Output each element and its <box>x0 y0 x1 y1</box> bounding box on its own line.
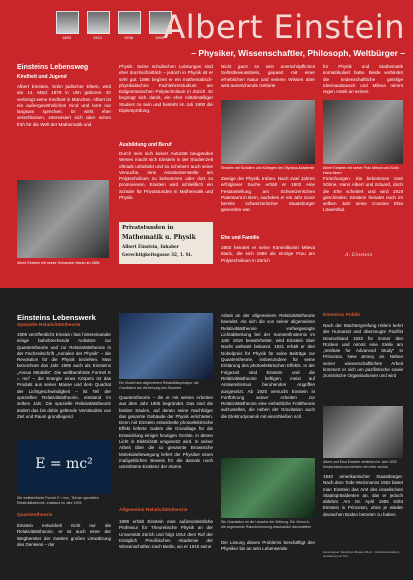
photo-family <box>323 100 403 164</box>
newspaper-ad <box>119 222 213 264</box>
subheading-relativitaet: Spezielle Relativitätstheorie <box>17 323 81 328</box>
text-mileva: für Physik und Mathematik immatrikuliert hatte. Beide verbindet die leidenschaftliche geistige Ideenaustausch und Mileva nimmt regen Anteil an seinen <box>323 64 403 95</box>
photo-caption: Einstein mit Schülern und Kollegen der Olympia-Akademie <box>221 166 315 170</box>
signature: A. Einstein <box>345 252 373 258</box>
photo-caption: Albert Einstein mit seiner Frau Mileva und Sohn Hans Albert <box>323 166 399 175</box>
text-ehe: 1903 heiratet er seine Kommilitonin Mileva Maric, die sich 1896 als einzige Frau am Polytechnikum in Zürich <box>221 245 315 263</box>
photo-caption: Albert Einstein mit seiner Schwester Maria um 1884 <box>17 261 100 265</box>
photo-emigration <box>323 406 403 458</box>
photo-relativity-model <box>119 313 213 379</box>
text-familie: Forschungen. Sie bekommen zwei Söhne, Hans Albert und Eduard, doch die Ehe scheitert und wird 1919 geschieden. Einstein heiratet noch im selben Jahr seine Cousine Elsa Löwenthal. <box>323 176 403 213</box>
text-relativitaet: 1905 veröffentlicht Einstein fast hintereinander einige bahnbrechende Aufsätze zur Quantentheorie und zur Relativitätstheorie in der Fachzeitschrift „Annalen der Physik“ – die Revolution für die Physik beziehen. Man bezeichnet das Jahr 1905 auch als Einsteins „Annus Mirabilis“. Die weltberühmte Formel E = mc² – die Energie eines Körpers ist das Produkt aus seiner Masse und dem Quadrat der Lichtgeschwindigkeit – ist Teil der speziellen Relativitätstheorie, entstand im selben Jahr. Die spezielle Relativitätstheorie ändert das bis dahin geltende Verständnis von Zeit und Raum grundlegend. <box>17 332 111 419</box>
text-allgemein: 1909 erhält Einstein eine außerordentliche Professur für Theoretische Physik an der Universität Zürich und folgt 1914 dem Ruf der Königlich Preußischen Akademie der Wissenschaften nach Berlin, wo er 1915 seine <box>119 519 213 550</box>
text-quanten: Einstein entwickelt nicht nur die Relativitätstheorie, er ist auch einer der Wegbereiter der zweiten großen Umwälzung des Denkens – der <box>17 523 111 547</box>
poster-title: Albert Einstein <box>163 8 405 46</box>
portrait-year: 1912 <box>93 35 102 40</box>
poster-subtitle: – Physiker, Wissenschaftler, Philosoph, Weltbürger – <box>191 48 405 58</box>
lebensweg-panel <box>0 0 413 288</box>
newspaper-line: Gerechtigkeitsgasse 32, 1. St. <box>122 252 193 257</box>
photo-caption: Ein Modell des allgemeinen Relativitätsprinzips: die Gravitation als Verformung des Raumes <box>119 381 199 390</box>
formula-text: E = mc² <box>35 456 93 472</box>
subheading-ausbildung: Ausbildung und Beruf <box>119 142 172 148</box>
photo-caption: Die weltberühmte Formel E = mc², Teil der speziellen Relativitätstheorie, entstand im Jahr 1905 <box>17 496 99 505</box>
text-exil: Nach der Machtergreifung Hitlers kehrt der Humanist und überzeugte Pazifist Deutschland 1933 für immer den Rücken und nimmt eine Stelle am „Institute for Advanced Study“ in Princeton, New Jersey, an. Neben seiner wissenschaftlichen Arbeit kümmert er sich um pazifistische sowie zionistische Organisationen und wird <box>323 323 403 379</box>
subheading-allgemein: Allgemeine Relativitätstheorie <box>119 508 188 513</box>
text-selbstbewusstsein: Nicht ganz so sein unerschöpfliches Selbstbewusstsein, gepaart mit einer erheblichen Natur und seinem Wissen über weit ausreichende Gebiete <box>221 64 315 88</box>
text-kindheit: Albert Einstein, Sohn jüdischer Eltern, wird am 14. März 1879 in Ulm geboren. Er verbringt seine Kindheit in München. Albert ist ein außergewöhnliches Kind und lernt nur langsam sprechen. Er wirkt eher verschlossen, interessiert sich aber schon früh für die Welt der Mathematik und <box>17 84 111 127</box>
newspaper-line: Mathematik u. Physik <box>122 234 196 241</box>
portrait-year: 1955 <box>155 35 164 40</box>
formula-board <box>17 440 111 494</box>
text-feldtheorie: Die Lösung dieses Problems beschäftigt den Physiker bis an sein Lebensende. <box>221 540 315 552</box>
subheading-ehe: Ehe und Familie <box>221 235 260 241</box>
text-staatsbuerger: 1940 amerikanischer Staatsbürger. Nach dem Tode Weizmanns 1952 bietet man Einstein das Amt des israelischen Staatspräsidenten an, das er jedoch ablehnt. Am 18. April 1955 stirbt Einstein in Princeton, ohne je wieder deutschen Boden betreten zu haben. <box>323 474 403 517</box>
photo-raumkruemmung <box>221 458 315 518</box>
newspaper-line: Albert Einstein, Inhaber <box>122 244 179 249</box>
text-schule: Physik. Seine schulischen Leistungen sind eher durchschnittlich – jedoch in Physik ist er sehr gut. 1896 beginnt er ein mathematisch-physikalisches Fachlehrerstudium am Eidgenössischen Polytechnikum in Zürich. Er begnügt sich damit, ein eher mittelmäßiger Student zu sein und besteht im Juli 1900 die Diplomprüfung. <box>119 64 213 114</box>
section-heading: Einsteins Lebensweg <box>17 64 89 71</box>
photo-childhood <box>17 180 109 258</box>
text-quanten-fortsetzung: Quantentheorie – die er mit seinen Arbeiten aus dem Jahr 1905 begründet. Das sind die beiden Säulen, auf denen seine Nachfolger das gesamte Gebäude der Physik errichteten. Denn mit Einstein entwickelte photoelektrische Effekt lieferte zudem die Grundlage für die Entwicklung einiger heutigen Geräte, in denen Licht in Elektrizität umgesetzt wird. In seiner Arbeit über die so genannte Brownsche Molekularbewegung liefert der Physiker einen maßgeblichen Beweis für die damals noch umstrittene Existenz der Atome. <box>119 395 213 470</box>
text-nobelpreis: Arbeit an der allgemeinen Relativitätstheorie beendet. Als sich die von seiner allgemeinen Relativitätstheorie vorhergesagte Lichtablenkung bei der Sonnenfinsternis im Jahr 1919 bewahrheitet, wird Einstein über Nacht weltweit bekannt. 1921 erhält er den Nobelpreis für Physik für seine Beiträge zur Quantentheorie, insbesondere für seine Erklärung des photoelektrischen Effekts. In der Folgezeit sind Einstein und die Relativitätstheorie heftigen, meist auf Antisemitismus beruhenden Angriffen ausgesetzt. Ab 1920 versucht Einstein in Fortführung seiner Arbeiten zur Relativitätstheorie eine einheitliche Feldtheorie aufzustellen, die neben der Gravitation auch die Elektrodynamik mit einschließen soll. <box>221 313 315 419</box>
newspaper-line: Privatstunden in <box>122 225 174 231</box>
photo-olympia <box>221 100 315 164</box>
text-ausbildung: Durch sein sich keiner Autorität beugendes Wesen macht sich Einstein in der Studienzeit oftmals unbeliebt und so scheitern auch seine Versuche, eine Assistentenstelle am Polytechnikum zu bekommen oder dort zu promovieren. Einstein wird schließlich ein Schüler für Privatstunden in Mathematik und Physik. <box>119 151 213 201</box>
subheading-exil: Einsteins Politik <box>323 313 361 318</box>
subheading-quanten: Quantentheorie <box>17 513 53 518</box>
photo-caption: Die Gravitation ist die Ursache der Wirkung. Ein Versuch, die sogenannte Raumkrümmung anschaulich darzustellen <box>221 520 312 529</box>
portrait-year: 1893 <box>62 35 71 40</box>
portrait-year: 1938 <box>124 35 133 40</box>
photo-caption: Albert und Elsa Einstein verließen im Jahr 1933 Deutschland und kehrten nie mehr zurück <box>323 460 397 469</box>
lebenswerk-panel <box>0 288 413 580</box>
subheading-kindheit: Kindheit und Jugend <box>17 74 67 80</box>
imprint: Herausgeber: Deutsches Museum Bonn · Einsteinausstellung · Gestaltung und Text <box>323 550 402 558</box>
text-patentamt: Zweige der Physik, trüben. Nach zwei Jahren erfolgloser Suche erhält er 1902 eine Festanstellung am Schweizerischen Patentamt in Bern, nachdem er ein Jahr zuvor bereits schweizerischer Staatsbürger geworden war. <box>221 176 315 213</box>
section-heading: Einsteins Lebenswerk <box>17 313 96 322</box>
